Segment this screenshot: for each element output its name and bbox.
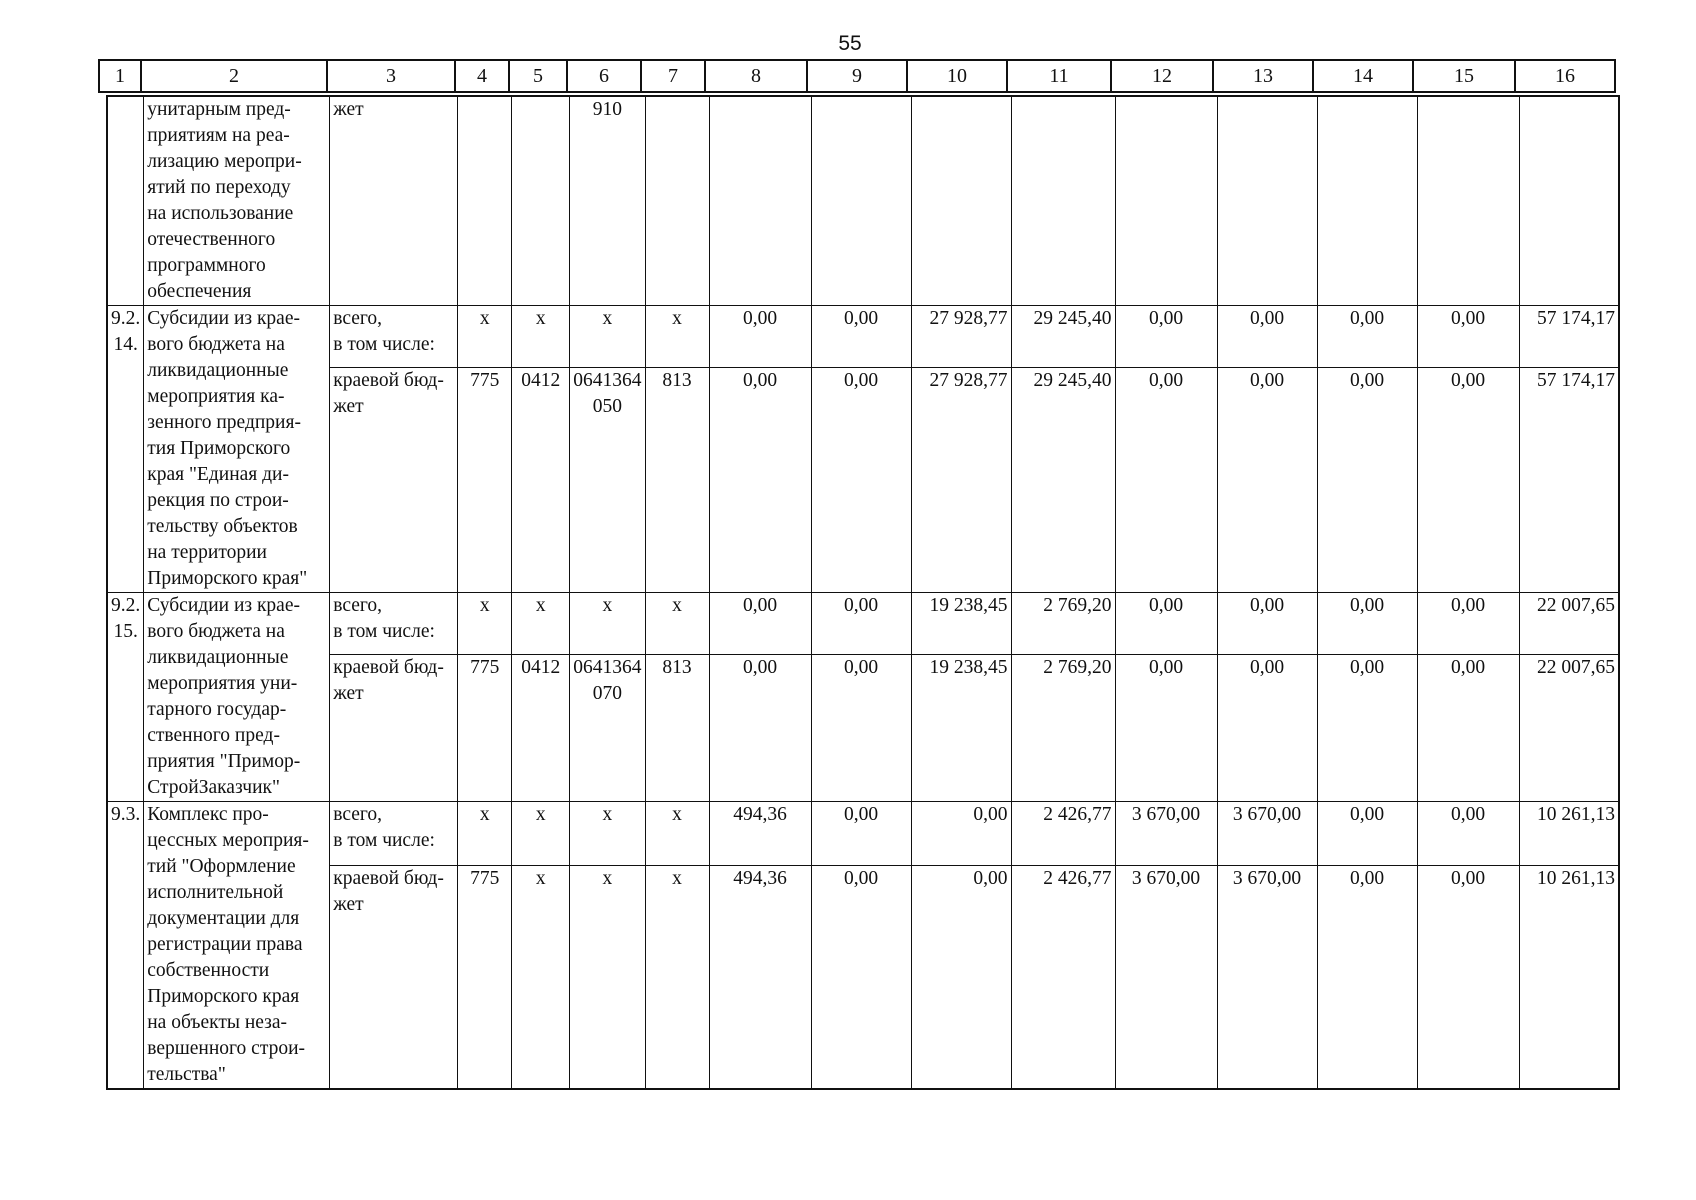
- table-row-total: [107, 593, 1619, 655]
- column-number-6: 6: [567, 60, 641, 92]
- col-13-cell: [1217, 96, 1317, 306]
- item-name-line: Комплекс про-: [147, 804, 269, 825]
- item-name: [144, 593, 330, 802]
- col-5-cell: 0412: [512, 655, 570, 802]
- col-6-cell-line: x: [602, 804, 613, 825]
- row-number: [107, 593, 144, 802]
- column-number-3: 3: [327, 60, 455, 92]
- col-16-cell: 10 261,13: [1519, 865, 1619, 1089]
- col-11-cell: 2 769,20: [1011, 655, 1115, 802]
- table-row-subtotal: [107, 655, 1619, 802]
- col-6-cell-line: x: [602, 595, 613, 616]
- col-10-cell: 0,00: [911, 802, 1011, 866]
- row-number-line: 15.: [113, 621, 138, 642]
- item-name-line: мероприятия ка-: [147, 386, 285, 407]
- column-number-15: 15: [1413, 60, 1515, 92]
- funding-source-line: в том числе:: [333, 830, 435, 851]
- col-15-cell: 0,00: [1417, 655, 1519, 802]
- col-13-cell: 3 670,00: [1217, 802, 1317, 866]
- item-name-line: Субсидии из крае-: [147, 595, 300, 616]
- page-number: 55: [838, 32, 862, 55]
- col-8-cell: 0,00: [709, 655, 811, 802]
- col-6-cell: [570, 306, 645, 368]
- col-11-cell: 2 769,20: [1011, 593, 1115, 655]
- col-15-cell: 0,00: [1417, 306, 1519, 368]
- col-10-cell: 19 238,45: [911, 593, 1011, 655]
- col-6-cell-line: 070: [592, 683, 622, 705]
- col-4-cell: x: [458, 802, 512, 866]
- col-15-cell: 0,00: [1417, 368, 1519, 593]
- table-row-subtotal: [107, 368, 1619, 593]
- table-row-subtotal: [107, 865, 1619, 1089]
- col-8-cell: 0,00: [709, 306, 811, 368]
- col-12-cell: 0,00: [1115, 368, 1217, 593]
- col-14-cell: 0,00: [1317, 368, 1417, 593]
- col-7-cell: x: [645, 593, 709, 655]
- item-name-line: ликвидационные: [147, 647, 289, 668]
- col-4-cell: x: [458, 593, 512, 655]
- col-6-cell: [570, 368, 645, 593]
- item-name-line: унитарным пред-: [147, 99, 291, 120]
- funding-source-line: краевой бюд-: [333, 370, 444, 392]
- col-14-cell: [1317, 96, 1417, 306]
- col-13-cell: 3 670,00: [1217, 865, 1317, 1089]
- item-name-line: собственности: [147, 960, 270, 981]
- col-16-cell: [1519, 96, 1619, 306]
- col-4-cell: x: [458, 306, 512, 368]
- col-5-cell: x: [512, 802, 570, 866]
- col-12-cell: [1115, 96, 1217, 306]
- item-name-line: исполнительной: [147, 882, 284, 903]
- col-6-cell: [570, 655, 645, 802]
- col-9-cell: 0,00: [811, 655, 911, 802]
- col-16-cell: 22 007,65: [1519, 655, 1619, 802]
- col-11-cell: 2 426,77: [1011, 865, 1115, 1089]
- funding-source-line: в том числе:: [333, 621, 435, 642]
- item-name-line: ственного пред-: [147, 725, 280, 746]
- item-name-line: тий "Оформление: [147, 856, 296, 877]
- col-12-cell: 0,00: [1115, 655, 1217, 802]
- col-14-cell: 0,00: [1317, 593, 1417, 655]
- item-name-line: документации для: [147, 908, 300, 929]
- funding-source-line: краевой бюд-: [333, 657, 444, 679]
- item-name-line: тия Приморского: [147, 438, 291, 459]
- item-name-line: на объекты неза-: [147, 1012, 288, 1033]
- table-row-total: [107, 802, 1619, 866]
- col-13-cell: 0,00: [1217, 655, 1317, 802]
- col-4-cell: [458, 96, 512, 306]
- col-10-cell: 27 928,77: [911, 306, 1011, 368]
- funding-source-line: всего,: [333, 308, 383, 329]
- item-name-line: тельству объектов: [147, 516, 298, 537]
- column-number-2: 2: [141, 60, 327, 92]
- item-name-line: края "Единая ди-: [147, 464, 289, 485]
- item-name-line: цессных мероприя-: [147, 830, 309, 851]
- col-12-cell: 0,00: [1115, 593, 1217, 655]
- funding-source: [330, 802, 458, 866]
- item-name-line: мероприятия уни-: [147, 673, 298, 694]
- col-6-cell: [570, 802, 645, 866]
- funding-source-line: жет: [333, 396, 364, 418]
- column-number-11: 11: [1007, 60, 1111, 92]
- col-13-cell: 0,00: [1217, 593, 1317, 655]
- col-5-cell: x: [512, 593, 570, 655]
- item-name-line: Субсидии из крае-: [147, 308, 300, 329]
- item-name-line: вершенного строи-: [147, 1038, 306, 1059]
- table-row-continuation: [107, 96, 1619, 306]
- col-13-cell: 0,00: [1217, 368, 1317, 593]
- funding-source-line: жет: [333, 683, 364, 705]
- row-number-line: 9.2.: [111, 595, 141, 616]
- row-number-line: 9.2.: [111, 308, 141, 329]
- col-8-cell: 0,00: [709, 368, 811, 593]
- item-name: [144, 306, 330, 593]
- row-number: [107, 96, 144, 306]
- item-name-line: на территории: [147, 542, 267, 563]
- row-number: [107, 802, 144, 1090]
- col-15-cell: 0,00: [1417, 865, 1519, 1089]
- col-8-cell: 0,00: [709, 593, 811, 655]
- col-8-cell: 494,36: [709, 802, 811, 866]
- col-14-cell: 0,00: [1317, 865, 1417, 1089]
- item-name-line: приятиям на реа-: [147, 125, 290, 146]
- item-name: [144, 802, 330, 1090]
- item-name-line: приятия "Примор-: [147, 751, 301, 772]
- column-number-7: 7: [641, 60, 705, 92]
- column-number-14: 14: [1313, 60, 1413, 92]
- row-number-line: 14.: [113, 334, 138, 355]
- col-7-cell: [645, 96, 709, 306]
- col-9-cell: 0,00: [811, 593, 911, 655]
- col-9-cell: 0,00: [811, 368, 911, 593]
- column-number-9: 9: [807, 60, 907, 92]
- col-5-cell: [512, 96, 570, 306]
- col-9-cell: 0,00: [811, 802, 911, 866]
- row-number-line: 9.3.: [111, 804, 141, 825]
- funding-source-line: краевой бюд-: [333, 867, 444, 889]
- item-name-line: СтройЗаказчик": [147, 777, 280, 798]
- col-9-cell: [811, 96, 911, 306]
- col-7-cell: 813: [645, 655, 709, 802]
- col-7-cell: x: [645, 802, 709, 866]
- item-name-line: ятий по переходу: [147, 177, 291, 198]
- funding-source-line: жет: [333, 99, 364, 120]
- col-16-cell: 10 261,13: [1519, 802, 1619, 866]
- col-11-cell: 29 245,40: [1011, 368, 1115, 593]
- table-row-total: [107, 306, 1619, 368]
- col-14-cell: 0,00: [1317, 655, 1417, 802]
- column-number-1: 1: [99, 60, 141, 92]
- column-number-5: 5: [509, 60, 567, 92]
- col-6-cell-line: 0641364: [573, 370, 642, 392]
- item-name-line: лизацию меропри-: [147, 151, 302, 172]
- col-6-cell-line: 050: [592, 396, 622, 418]
- item-name-line: на использование: [147, 203, 294, 224]
- funding-source: [330, 96, 458, 306]
- col-6-cell-line: x: [602, 867, 613, 889]
- col-16-cell: 57 174,17: [1519, 306, 1619, 368]
- budget-table: [106, 95, 1620, 1090]
- item-name-line: отечественного: [147, 229, 276, 250]
- funding-source-line: жет: [333, 893, 364, 915]
- col-7-cell: x: [645, 306, 709, 368]
- item-name-line: программного: [147, 255, 266, 276]
- col-6-cell-line: x: [602, 308, 613, 329]
- item-name-line: регистрации права: [147, 934, 303, 955]
- column-number-16: 16: [1515, 60, 1615, 92]
- column-number-8: 8: [705, 60, 807, 92]
- funding-source-line: в том числе:: [333, 334, 435, 355]
- item-name-line: тельства": [147, 1064, 226, 1085]
- item-name-line: обеспечения: [147, 281, 252, 302]
- row-number: [107, 306, 144, 593]
- col-6-cell-line: 0641364: [573, 657, 642, 679]
- funding-source-line: всего,: [333, 595, 383, 616]
- col-13-cell: 0,00: [1217, 306, 1317, 368]
- col-4-cell: 775: [458, 368, 512, 593]
- column-number-12: 12: [1111, 60, 1213, 92]
- funding-source: [330, 306, 458, 368]
- item-name-line: вого бюджета на: [147, 334, 285, 355]
- col-10-cell: 27 928,77: [911, 368, 1011, 593]
- col-16-cell: 57 174,17: [1519, 368, 1619, 593]
- item-name-line: зенного предприя-: [147, 412, 301, 433]
- funding-source: [330, 655, 458, 802]
- col-12-cell: 3 670,00: [1115, 865, 1217, 1089]
- funding-source: [330, 368, 458, 593]
- col-9-cell: 0,00: [811, 306, 911, 368]
- col-12-cell: 3 670,00: [1115, 802, 1217, 866]
- column-number-4: 4: [455, 60, 509, 92]
- col-12-cell: 0,00: [1115, 306, 1217, 368]
- col-11-cell: 2 426,77: [1011, 802, 1115, 866]
- column-number-13: 13: [1213, 60, 1313, 92]
- col-4-cell: 775: [458, 865, 512, 1089]
- col-9-cell: 0,00: [811, 865, 911, 1089]
- col-14-cell: 0,00: [1317, 306, 1417, 368]
- col-6-cell: [570, 593, 645, 655]
- col-5-cell: 0412: [512, 368, 570, 593]
- col-15-cell: [1417, 96, 1519, 306]
- col-6-cell: [570, 865, 645, 1089]
- item-name-line: Приморского края": [147, 568, 308, 589]
- col-8-cell: 494,36: [709, 865, 811, 1089]
- col-10-cell: 19 238,45: [911, 655, 1011, 802]
- item-name-line: Приморского края: [147, 986, 300, 1007]
- col-10-cell: 0,00: [911, 865, 1011, 1089]
- funding-source: [330, 593, 458, 655]
- col-11-cell: [1011, 96, 1115, 306]
- col-15-cell: 0,00: [1417, 802, 1519, 866]
- col-6-cell: 910: [570, 96, 645, 306]
- item-name-line: тарного государ-: [147, 699, 287, 720]
- col-11-cell: 29 245,40: [1011, 306, 1115, 368]
- col-14-cell: 0,00: [1317, 802, 1417, 866]
- funding-source: [330, 865, 458, 1089]
- item-name-line: ликвидационные: [147, 360, 289, 381]
- item-name: [144, 96, 330, 306]
- col-16-cell: 22 007,65: [1519, 593, 1619, 655]
- item-name-line: рекция по строи-: [147, 490, 289, 511]
- funding-source-line: всего,: [333, 804, 383, 825]
- col-7-cell: x: [645, 865, 709, 1089]
- col-8-cell: [709, 96, 811, 306]
- col-7-cell: 813: [645, 368, 709, 593]
- item-name-line: вого бюджета на: [147, 621, 285, 642]
- column-number-header: [98, 59, 1616, 93]
- col-5-cell: x: [512, 865, 570, 1089]
- col-15-cell: 0,00: [1417, 593, 1519, 655]
- col-4-cell: 775: [458, 655, 512, 802]
- col-5-cell: x: [512, 306, 570, 368]
- column-number-10: 10: [907, 60, 1007, 92]
- col-10-cell: [911, 96, 1011, 306]
